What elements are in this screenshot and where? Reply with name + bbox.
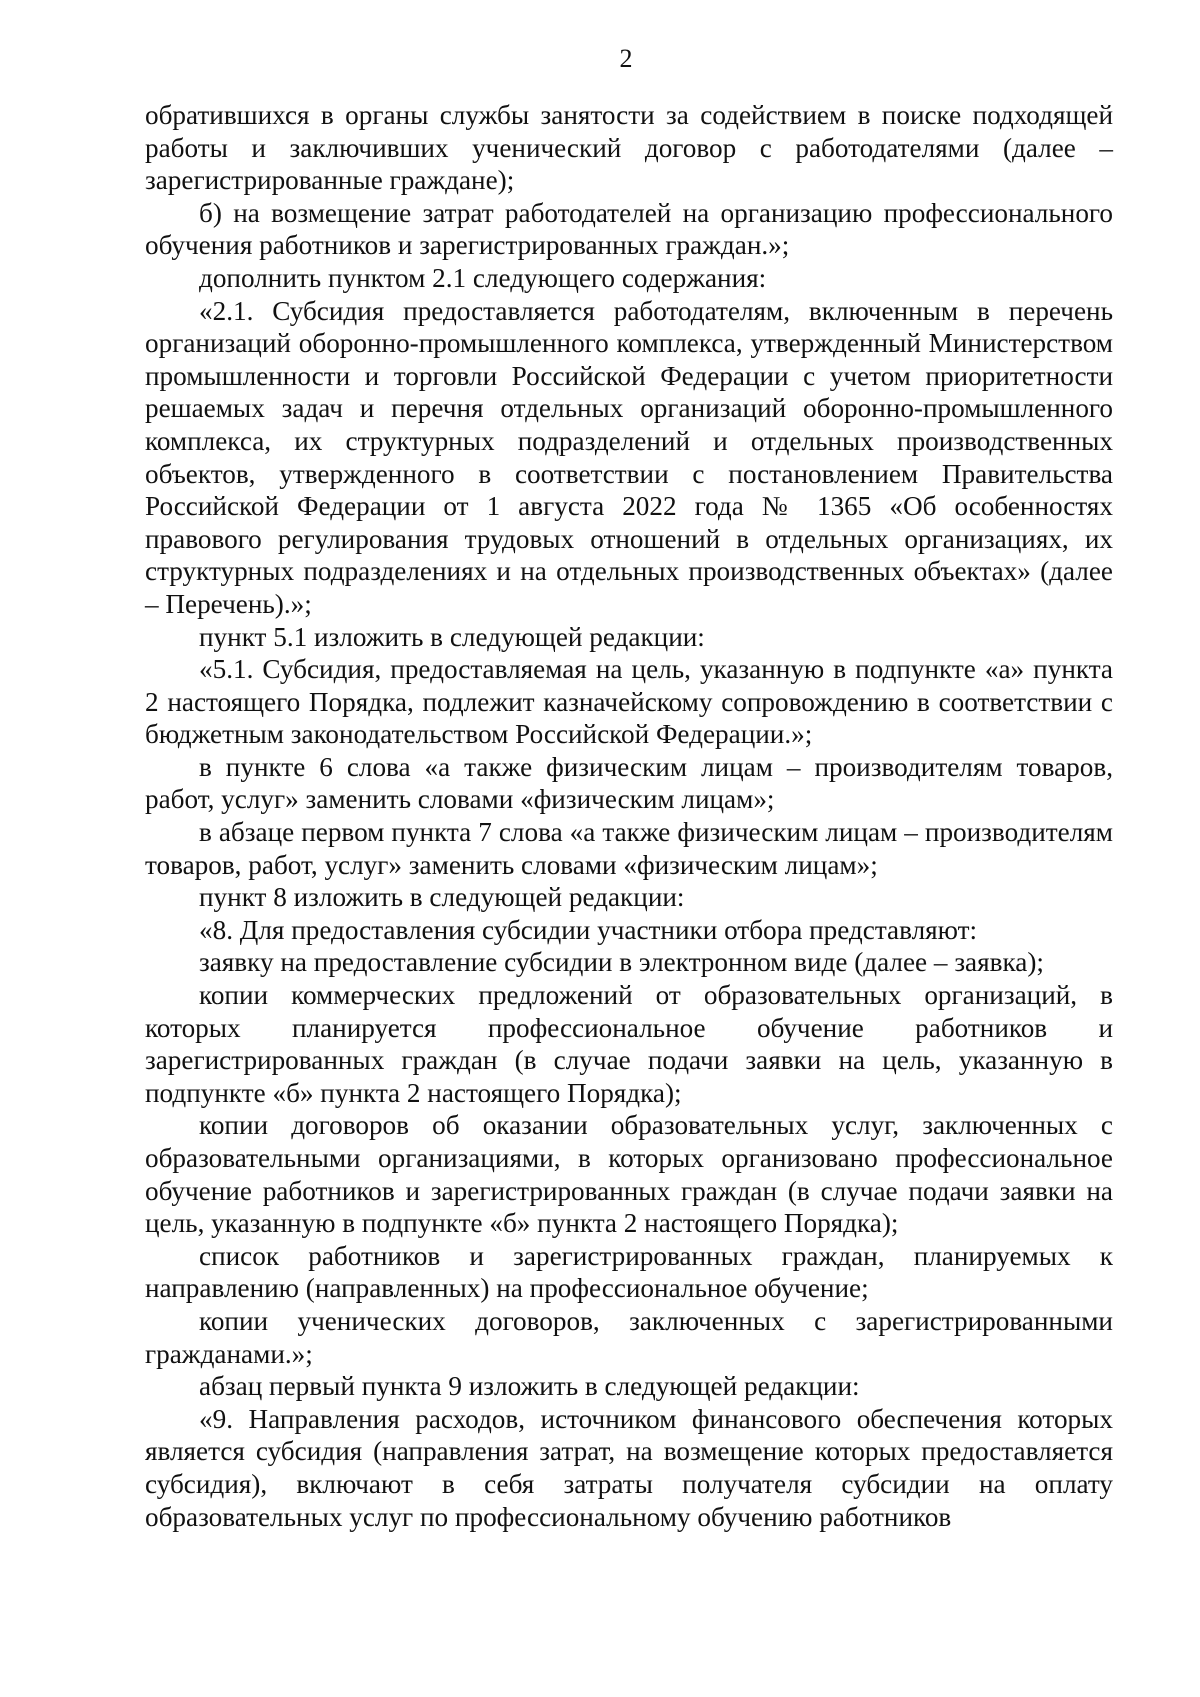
paragraph-clause-8-contracts: копии договоров об оказании образовательных услуг, заключенных с образовательными организациями, в которых организовано профессиональное обучение работников и зарегистрированных граждан (в случае подачи заявки на цель, указанную в подпункте «б» пункта 2 настоящего Порядка);: [145, 1110, 1113, 1239]
paragraph-clause-8-list: список работников и зарегистрированных граждан, планируемых к направлению (направленных) на профессиональное обучение;: [145, 1240, 1113, 1304]
paragraph-clause-8-apprentice: копии ученических договоров, заключенных с зарегистрированными гражданами.»;: [145, 1305, 1113, 1369]
paragraph-amendment-9: абзац первый пункта 9 изложить в следующей редакции:: [199, 1371, 860, 1402]
paragraph-clause-8-offers: копии коммерческих предложений от образовательных организаций, в которых планируется профессиональное обучение работников и зарегистрированных граждан (в случае подачи заявки на цель, указанную в подпункте «б» пункта 2 настоящего Порядка);: [145, 980, 1113, 1108]
paragraph-amendment-8: пункт 8 изложить в следующей редакции:: [199, 882, 685, 913]
paragraph-clause-2-1: «2.1. Субсидия предоставляется работодателям, включенным в перечень организаций оборонно-промышленного комплекса, утвержденный Министерством промышленности и торговли Российской Федерации с учетом приоритетности решаемых задач и перечня отдельных организаций оборонно-промышленного комплекса, их структурных подразделений и отдельных производственных объектов, утвержденного в соответствии с постановлением Правительства Российской Федерации от 1 августа 2022 года № 1365 «Об особенностях правового регулирования трудовых отношений в отдельных организациях, их структурных подразделениях и на отдельных производственных объектах» (далее – Перечень).»;: [145, 295, 1113, 619]
paragraph-subitem-b: б) на возмещение затрат работодателей на организацию профессионального обучения работников и зарегистрированных граждан.»;: [145, 197, 1113, 261]
page-number: 2: [619, 44, 633, 73]
paragraph-clause-8-application: заявку на предоставление субсидии в электронном виде (далее – заявка);: [199, 947, 1044, 978]
paragraph-clause-8: «8. Для предоставления субсидии участники отбора представляют:: [199, 914, 978, 945]
paragraph-clause-9: «9. Направления расходов, источником финансового обеспечения которых является субсидия (направления затрат, на возмещение которых предоставляется субсидия), включают в себя затраты получателя субсидии на оплату образовательных услуг по профессиональному обучению работников: [145, 1403, 1113, 1532]
paragraph-amendment-6: в пункте 6 слова «а также физическим лицам – производителям товаров, работ, услуг» заменить словами «физическим лицам»;: [145, 751, 1113, 815]
paragraph-clause-5-1: «5.1. Субсидия, предоставляемая на цель, указанную в подпункте «а» пункта 2 настоящего Порядка, подлежит казначейскому сопровождению в соответствии с бюджетным законодательством Российской Федерации.»;: [145, 654, 1113, 750]
paragraph-amendment-7: в абзаце первом пункта 7 слова «а также физическим лицам – производителям товаров, работ, услуг» заменить словами «физическим лицам»;: [145, 817, 1113, 880]
paragraph-amendment-add-2-1: дополнить пунктом 2.1 следующего содержания:: [199, 262, 767, 293]
paragraph-amendment-5-1: пункт 5.1 изложить в следующей редакции:: [199, 621, 705, 652]
document-body: [145, 99, 1113, 1533]
paragraph-continuation: обратившихся в органы службы занятости за содействием в поиске подходящей работы и заключивших ученический договор с работодателями (далее – зарегистрированные граждане);: [145, 100, 1113, 196]
